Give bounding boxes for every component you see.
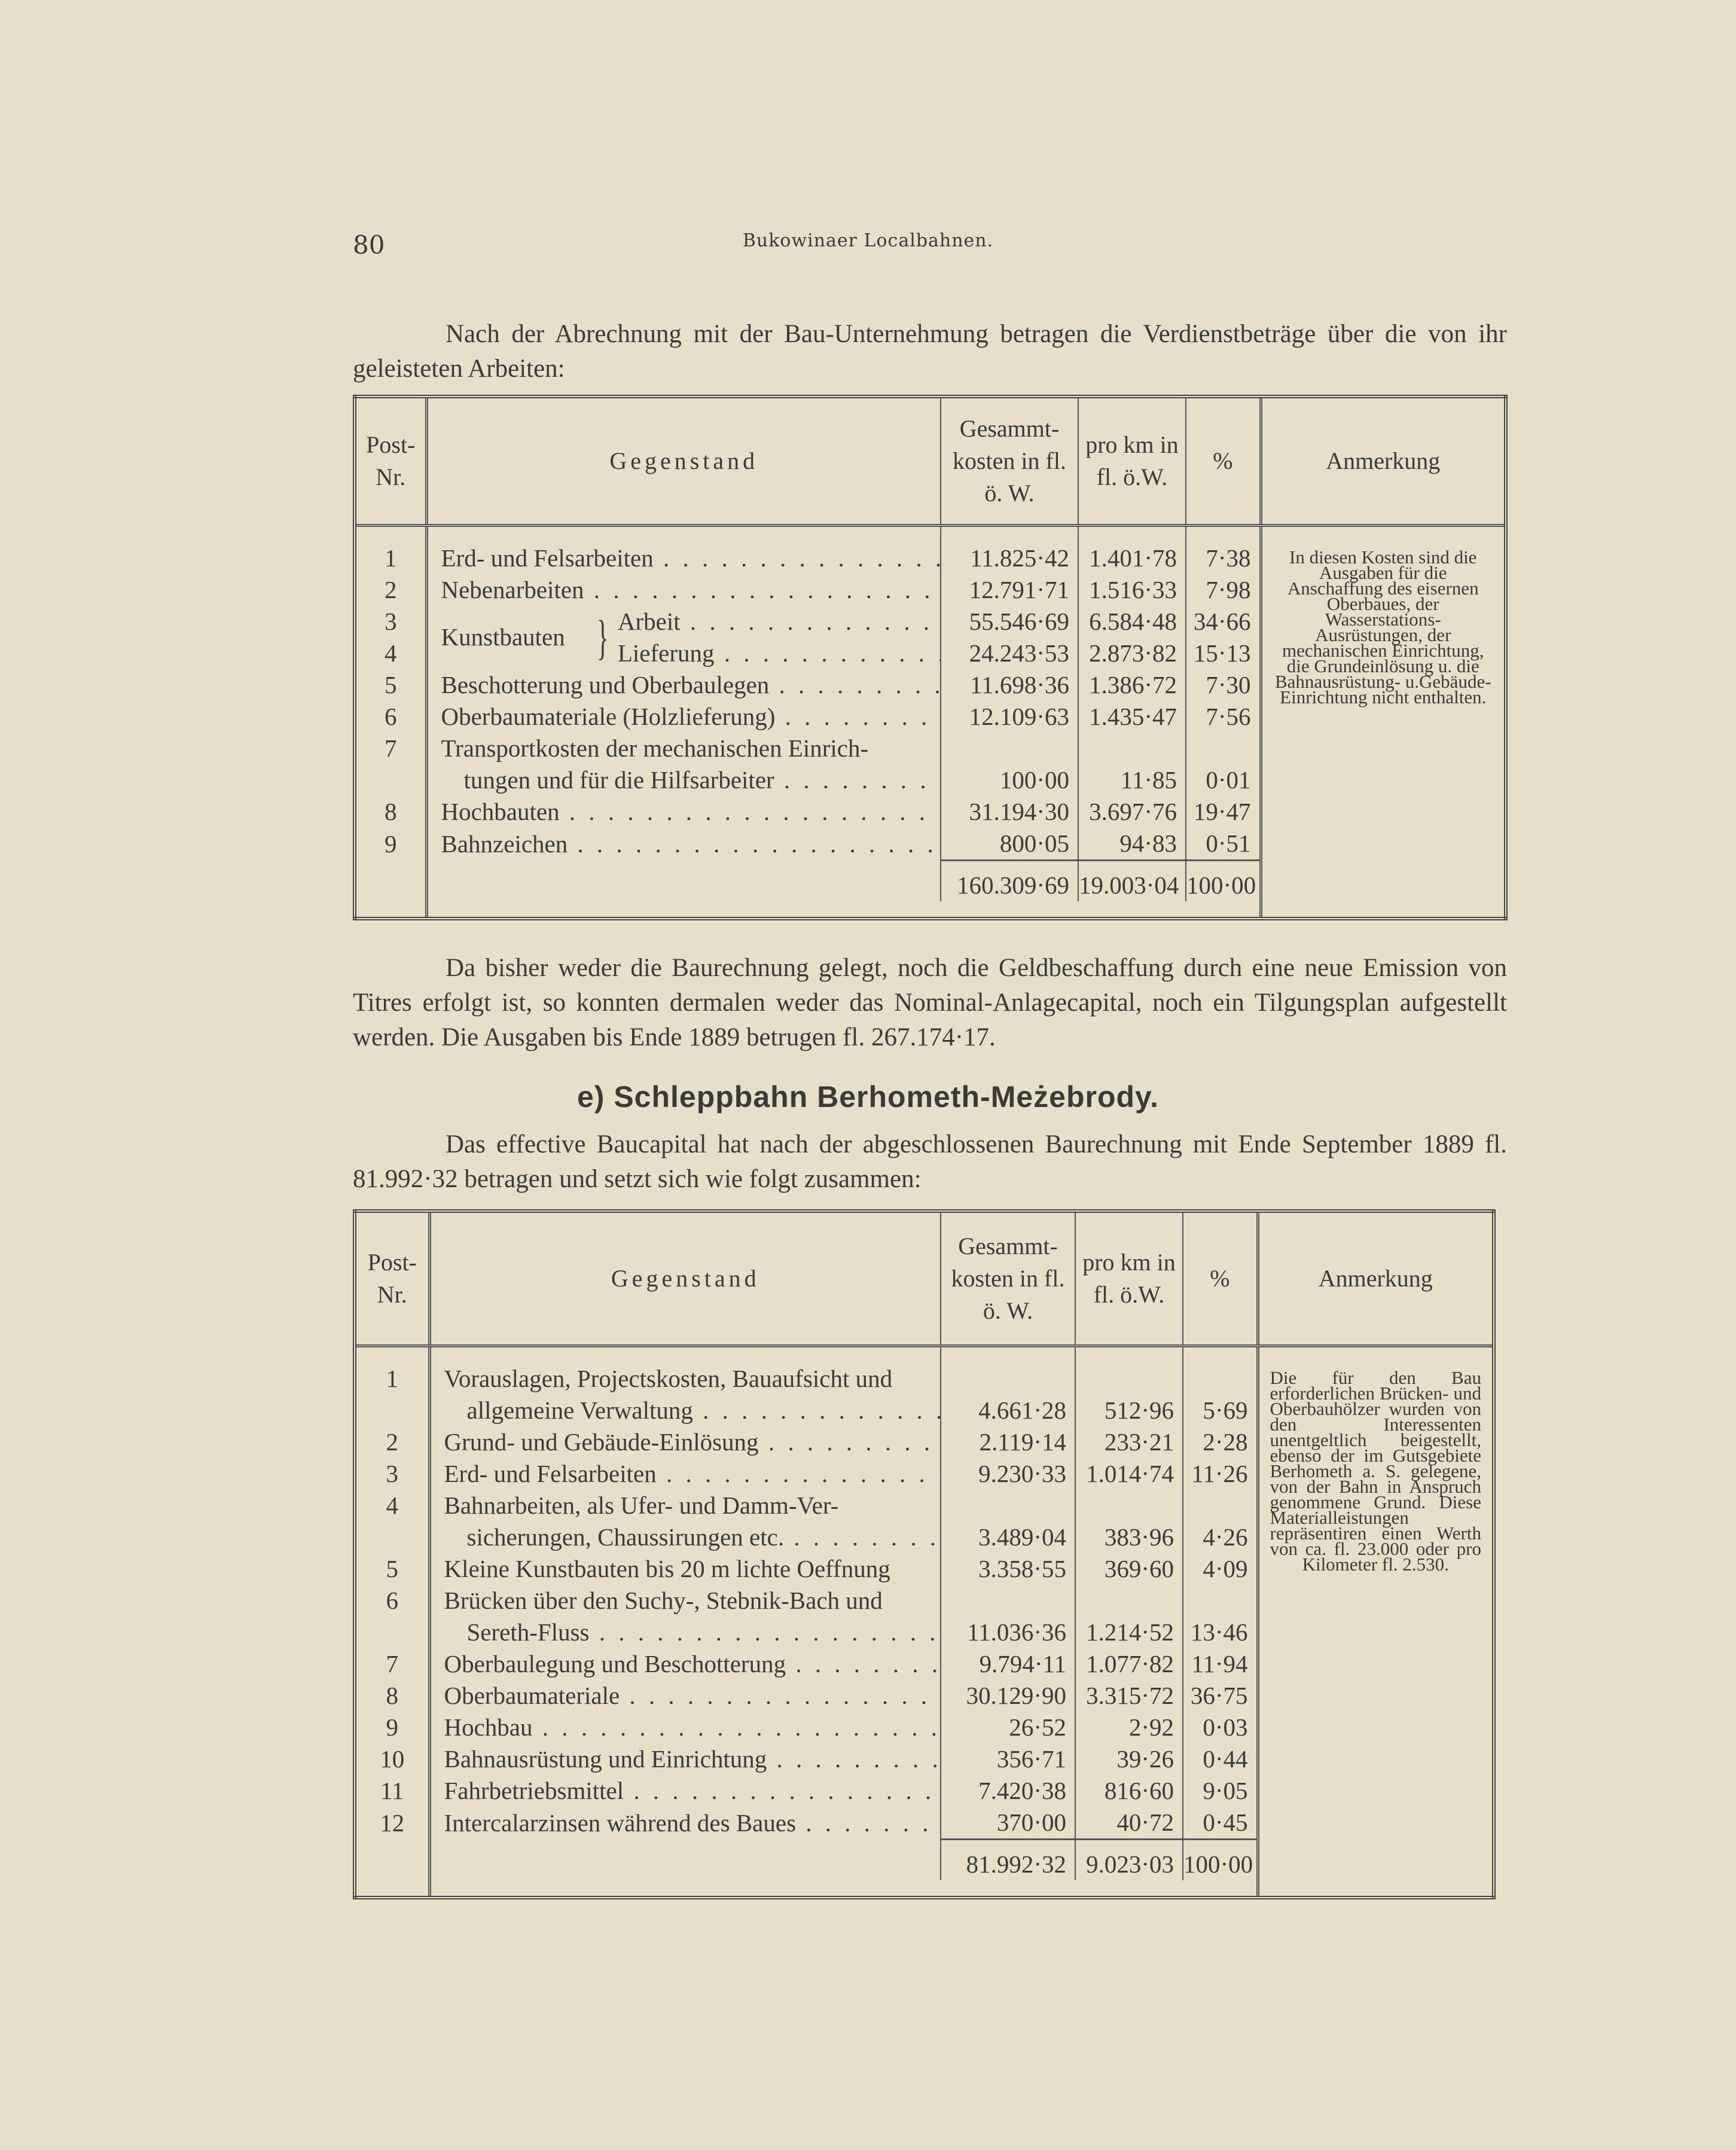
table-row: 5 Beschotterung und Oberbaulegen . . . 11.698·36 1.386·72 7·30 bbox=[355, 669, 1506, 701]
col-percent: % bbox=[1183, 1211, 1258, 1346]
cost-table-1 bbox=[353, 395, 1508, 920]
table-row: 8 Hochbauten . . . 31.194·30 3.697·76 19·47 bbox=[355, 796, 1506, 828]
table-row: 7 Transportkosten der mechanischen Einrich- bbox=[355, 733, 1506, 764]
table-row: 10 Bahnausrüstung und Einrichtung . . . 356·71 39·26 0·44 bbox=[355, 1743, 1494, 1775]
brace-icon: } bbox=[596, 609, 609, 664]
col-anmerkung: Anmerkung bbox=[1261, 397, 1506, 525]
running-head: Bukowinaer Localbahnen. bbox=[742, 230, 994, 251]
table-row: 6 Oberbaumateriale (Holzlieferung) . . . 12.109·63 1.435·47 7·56 bbox=[355, 701, 1506, 733]
col-gesammtkosten: Gesammt-kosten in fl. ö. W. bbox=[941, 397, 1078, 525]
table-row: 9 Hochbau . . . 26·52 2·92 0·03 bbox=[355, 1712, 1494, 1743]
section-heading: e) Schleppbahn Berhometh-Meżebrody. bbox=[576, 1080, 1160, 1114]
table1-note: In diesen Kosten sind die Ausgaben für die Anschaffung des eisernen Oberbaues, der Wasserstations-Ausrüstungen, der mechanischen Einrichtung, die Grundeinlösung u. die Bahnausrüstung- u.Gebäude-Einrichtung nicht enthalten. bbox=[1261, 525, 1506, 919]
table-row: 2 Nebenarbeiten . . . 12.791·71 1.516·33 7·98 bbox=[355, 574, 1506, 606]
table-row-continued: Sereth-Fluss . . . 11.036·36 1.214·52 13·46 bbox=[355, 1617, 1494, 1648]
table-row: 11 Fahrbetriebsmittel . . . 7.420·38 816·60 9·05 bbox=[355, 1775, 1494, 1807]
middle-paragraph: Da bisher weder die Baurechnung gelegt, noch die Geldbeschaffung durch eine neue Emission von Titres erfolgt ist, so konnten dermalen weder das Nominal-Anlagecapital, noch ein Tilgungsplan aufgestellt werden. Die Ausgaben bis Ende 1889 betrugen fl. 267.174·17. bbox=[353, 954, 1507, 1051]
table-row: 5 Kleine Kunstbauten bis 20 m lichte Oeffnung 3.358·55 369·60 4·09 bbox=[355, 1553, 1494, 1585]
table-row: 1 Erd- und Felsarbeiten . . . 11.825·42 1.401·78 7·38 bbox=[355, 542, 1506, 574]
table-total-row: 81.992·32 9.023·03 100·00 bbox=[355, 1839, 1494, 1880]
col-gesammtkosten: Gesammt-kosten in fl. ö. W. bbox=[941, 1211, 1075, 1346]
cost-table-2 bbox=[353, 1209, 1496, 1899]
table-header-row bbox=[355, 397, 1506, 525]
table-row-continued: allgemeine Verwaltung . . . 4.661·28 512·96 5·69 bbox=[355, 1395, 1494, 1426]
col-post-nr: Post-Nr. bbox=[355, 397, 426, 525]
section-paragraph: Das effective Baucapital hat nach der abgeschlossenen Baurechnung mit Ende September 1889 fl. 81.992·32 betragen und setzt sich wie folgt zusammen: bbox=[353, 1130, 1507, 1193]
table2-note: Die für den Bau erforderlichen Brücken- und Oberbauhölzer wurden von den Interessenten unentgeltlich beigestellt, ebenso der im Gutsgebiete Berhometh a. S. gelegene, von der Bahn in Anspruch genommene Grund. Diese Materialleistungen repräsentiren einen Werth von ca. fl. 23.000 oder pro Kilometer fl. 2.530. bbox=[1258, 1346, 1494, 1898]
table-row: 8 Oberbaumateriale . . . 30.129·90 3.315·72 36·75 bbox=[355, 1680, 1494, 1712]
table-total-row: 160.309·69 19.003·04 100·00 bbox=[355, 860, 1506, 901]
col-anmerkung: Anmerkung bbox=[1258, 1211, 1494, 1346]
col-gegenstand: Gegenstand bbox=[429, 1211, 941, 1346]
col-pro-km: pro km in fl. ö.W. bbox=[1075, 1211, 1183, 1346]
table-row-continued: sicherungen, Chaussirungen etc. . . . 3.489·04 383·96 4·26 bbox=[355, 1521, 1494, 1553]
intro-paragraph: Nach der Abrechnung mit der Bau-Unternehmung betragen die Verdienstbeträge über die von ihr geleisteten Arbeiten: bbox=[353, 320, 1507, 383]
table-row: 6 Brücken über den Suchy-, Stebnik-Bach und bbox=[355, 1585, 1494, 1617]
kunstbauten-label: Kunstbauten bbox=[441, 623, 565, 651]
table-row: 2 Grund- und Gebäude-Einlösung . . . 2.119·14 233·21 2·28 bbox=[355, 1426, 1494, 1458]
col-percent: % bbox=[1186, 397, 1261, 525]
table-row: 12 Intercalarzinsen während des Baues . . . 370·00 40·72 0·45 bbox=[355, 1807, 1494, 1840]
table-row-continued: tungen und für die Hilfsarbeiter . . . 100·00 11·85 0·01 bbox=[355, 764, 1506, 796]
table-row: 4 24.243·53 2.873·82 15·13 bbox=[355, 638, 1506, 669]
table-row: 3 Erd- und Felsarbeiten . . . 9.230·33 1.014·74 11·26 bbox=[355, 1458, 1494, 1490]
col-post-nr: Post-Nr. bbox=[355, 1211, 429, 1346]
table-header-row bbox=[355, 1211, 1494, 1346]
table-row: 4 Bahnarbeiten, als Ufer- und Damm-Ver- bbox=[355, 1490, 1494, 1521]
table-row: 3 Kunstbauten } Arbeit . . . Lieferung . . . 55.546·69 6.584·48 34·66 bbox=[355, 606, 1506, 638]
table-row: 7 Oberbaulegung und Beschotterung . . . 9.794·11 1.077·82 11·94 bbox=[355, 1648, 1494, 1680]
table-row: 1 Vorauslagen, Projectskosten, Bauaufsicht und bbox=[355, 1363, 1494, 1395]
page-number: 80 bbox=[353, 230, 385, 260]
table-row: 9 Bahnzeichen . . . 800·05 94·83 0·51 bbox=[355, 828, 1506, 861]
col-pro-km: pro km in fl. ö.W. bbox=[1078, 397, 1186, 525]
col-gegenstand: Gegenstand bbox=[426, 397, 941, 525]
